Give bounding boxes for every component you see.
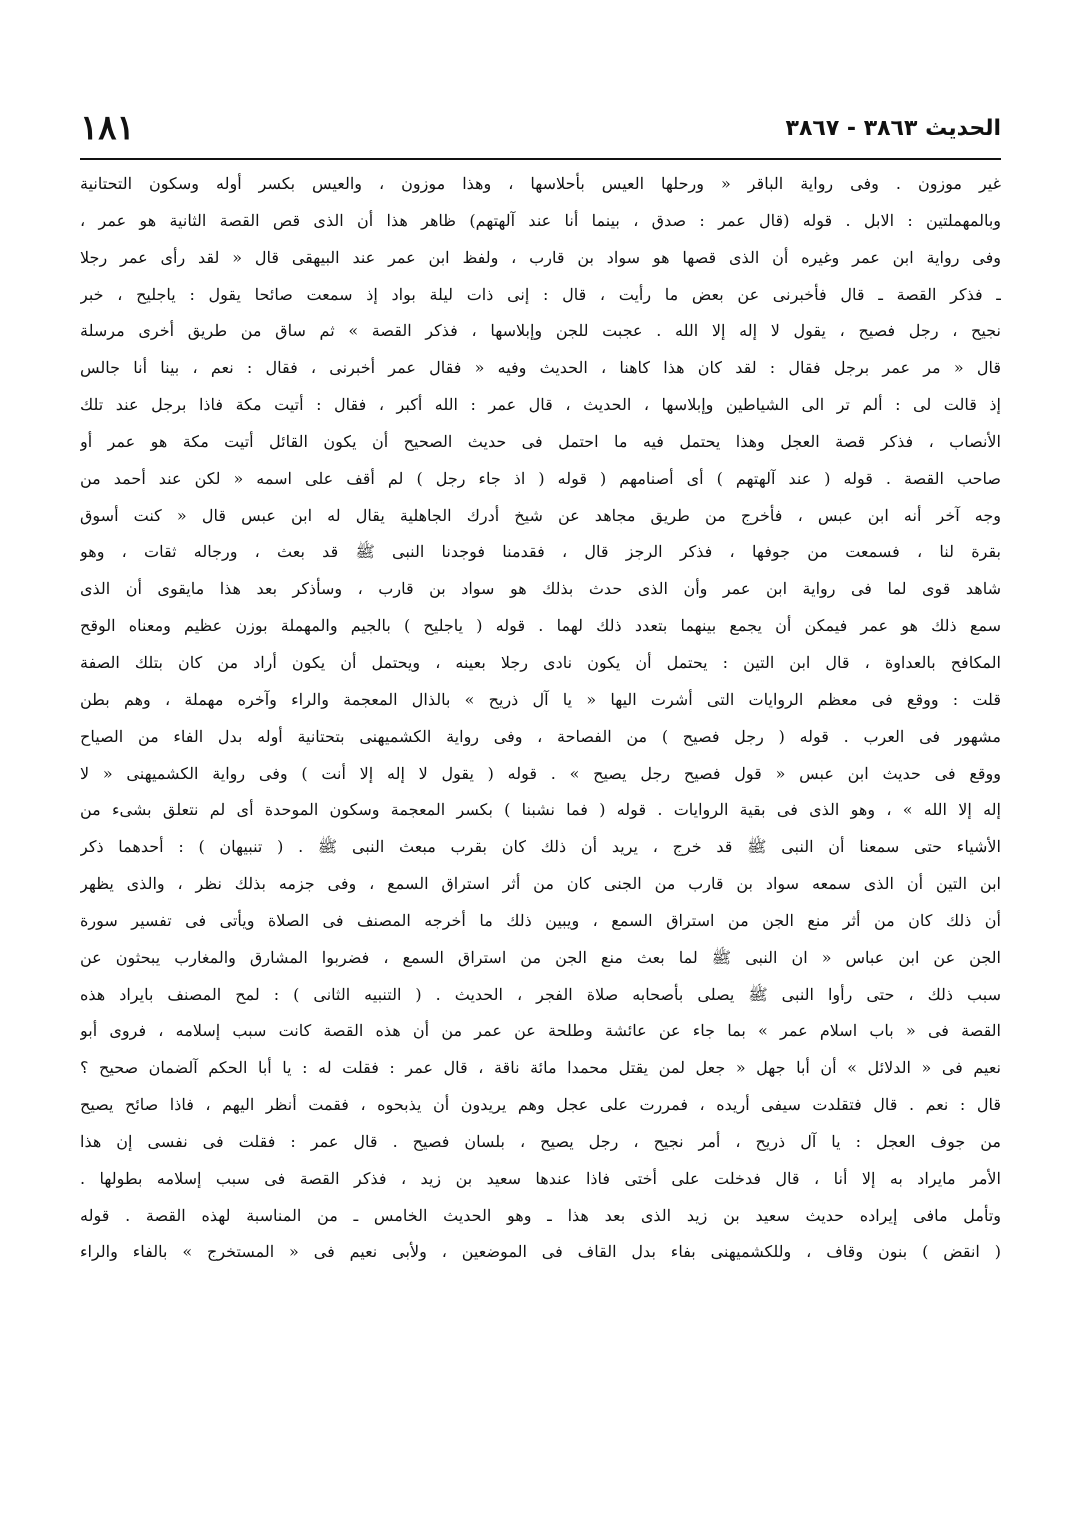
text-line: نعيم فى « الدلائل » أن أبا جهل « جعل لمن يقتل محمدا مائة ناقة ، قال عمر : فقلت له : يا أبا الحكم آلضمان صحيح ؟ xyxy=(80,1058,1001,1078)
text-line: وتأمل مافى إيراده حديث سعيد بن زيد الذى بعد هذا ـ وهو الحديث الخامس ـ من المناسبة لهذه القصة . قوله xyxy=(80,1205,1001,1225)
text-line: ابن التين أن الذى سمعه سواد بن قارب من الجنى كان من أثر استراق السمع ، وفى جزمه بذلك نظر ، والذى يظهر xyxy=(80,874,1001,894)
page-number: ١٨١ xyxy=(80,108,135,148)
text-line: ( انقض ) بنون وقاف ، وللكشميهنى بفاء بدل القاف فى الموضعين ، ولأبى نعيم فى « المستخرج » بالفاء والراء xyxy=(80,1242,1001,1262)
header-rule xyxy=(80,158,1001,160)
text-line: وجه آخر أنه ابن عبس ، فأخرج من طريق مجاهد عن شيخ أدرك الجاهلية يقال له ابن عبس قال « كنت أسوق xyxy=(80,505,1001,525)
text-line: سبب ذلك ، حتى رأوا النبى ﷺ يصلى بأصحابه صلاة الفجر ، الحديث . ( التنبيه الثانى ) : لمح المصنف بايراد هذه xyxy=(80,984,1001,1004)
text-line: ووقع فى حديث ابن عبس « قول فصيح رجل يصيح » . قوله ( يقول لا إله إلا أنت ) وفى رواية الكشميهنى « لا xyxy=(80,763,1001,783)
text-line: القصة فى « باب اسلام عمر » بما جاء عن عائشة وطلحة عن عمر من أن هذه القصة كانت سبب إسلامه ، فروى أبو xyxy=(80,1021,1001,1041)
text-line: قلت : ووقع فى معظم الروايات التى أشرت اليها « يا آل ذريح » بالذال المعجمة والراء وآخره مهملة ، وهم بطن xyxy=(80,689,1001,709)
text-line: الأمر مايراد به إلا أنا ، قال فدخلت على أختى فاذا عندها سعيد بن زيد ، فذكر القصة فى سبب إسلامه بطولها . xyxy=(80,1168,1001,1188)
text-line: شاهد قوى لما فى رواية ابن عمر وأن الذى حدث بذلك هو سواد بن قارب ، وسأذكر بعد هذا مايقوى أن الذى xyxy=(80,579,1001,599)
running-head: الحديث ٣٨٦٣ - ٣٨٦٧ xyxy=(785,116,1001,141)
text-line: قال : نعم . قال فتقلدت سيفى أريده ، فمررت على عجل وهم يريدون أن يذبحوه ، فقمت أنظر اليهم ، فاذا صائح يصيح xyxy=(80,1095,1001,1115)
text-line: وفى رواية ابن عمر وغيره أن الذى قصها هو سواد بن قارب ، ولفظ ابن عمر عند البيهقى قال « لقد رأى عمر رجلا xyxy=(80,247,1001,267)
text-line: بقرة لنا ، فسمعت من جوفها ، فذكر الرجز قال ، فقدمنا فوجدنا النبى ﷺ قد بعث ، ورجاله ثقات ، وهو xyxy=(80,542,1001,562)
text-line: إذ قالت لى : ألم تر الى الشياطين وإبلاسها ، الحديث ، قال عمر : الله أكبر ، فقال : أتيت مكة فاذا برجل عند تلك xyxy=(80,395,1001,415)
text-line: أن ذلك كان من أثر منع الجن من استراق السمع ، ويبين ذلك ما أخرجه المصنف فى الصلاة ويأتى فى تفسير سورة xyxy=(80,910,1001,930)
text-line: الأنصاب ، فذكر قصة العجل وهذا يحتمل فيه ما احتمل فى حديث الصحيح أن يكون القائل أتيت مكة هو عمر أو xyxy=(80,431,1001,451)
text-line: إله إلا الله » ، وهو الذى فى بقية الروايات . قوله ( فما نشبنا ) بكسر المعجمة وسكون الموحدة أى لم نتعلق بشىء من xyxy=(80,800,1001,820)
text-line: صاحب القصة . قوله ( عند آلهتهم ) أى أصنامهم ( قوله ( اذ جاء رجل ) لم أقف على اسمه « لكن عند أحمد من xyxy=(80,468,1001,488)
text-line: سمع ذلك هو عمر فيمكن أن يجمع بينهما بتعدد ذلك لهما . قوله ( ياجليح ) بالجيم والمهملة بوزن عظيم ومعناه الوقح xyxy=(80,616,1001,636)
text-line: الجن عن ابن عباس « ان النبى ﷺ لما بعث منع الجن من استراق السمع ، فضربوا المشارق والمغارب يبحثون عن xyxy=(80,947,1001,967)
body-text xyxy=(80,166,1001,1271)
text-line: الأشياء حتى سمعنا أن النبى ﷺ قد خرج ، يريد أن ذلك كان بقرب مبعث النبى ﷺ . ( تنبيهان ) : أحدهما ذكر xyxy=(80,837,1001,857)
text-line: غير موزون . وفى رواية الباقر « ورحلها العيس بأحلاسها ، وهذا موزون ، والعيس بكسر أوله وسكون التحتانية xyxy=(80,174,1001,193)
text-line: من جوف العجل : يا آل ذريح ، أمر نجيح ، رجل يصيح ، بلسان فصيح . قال عمر : فقلت فى نفسى إن هذا xyxy=(80,1131,1001,1151)
page-header xyxy=(80,108,1001,154)
text-line: نجيح ، رجل فصيح ، يقول لا إله إلا الله . عجبت للجن وإبلاسها ، فذكر القصة » ثم ساق من طريق أخرى مرسلة xyxy=(80,321,1001,341)
text-line: المكافح بالعداوة ، قال ابن التين : يحتمل أن يكون نادى رجلا بعينه ، ويحتمل أن يكون أراد من كان بتلك الصفة xyxy=(80,652,1001,672)
text-line: وبالمهملتين : الابل . قوله (قال عمر : صدق ، بينما أنا عند آلهتهم) ظاهر هذا أن الذى قص القصة الثانية هو عمر ، xyxy=(80,210,1001,230)
text-line: قال « مر عمر برجل فقال : لقد كان هذا كاهنا ، الحديث وفيه « فقال عمر أخبرنى ، فقال : نعم ، بينا أنا جالس xyxy=(80,358,1001,378)
text-line: مشهور فى العرب . قوله ( رجل فصيح ) من الفصاحة ، وفى رواية الكشميهنى بتحتانية أوله بدل الفاء من الصياح xyxy=(80,726,1001,746)
text-line: ـ فذكر القصة ـ قال فأخبرنى عن بعض ما رأيت ، قال : إنى ذات ليلة بواد إذ سمعت صائحا يقول : ياجليح ، خبر xyxy=(80,284,1001,304)
